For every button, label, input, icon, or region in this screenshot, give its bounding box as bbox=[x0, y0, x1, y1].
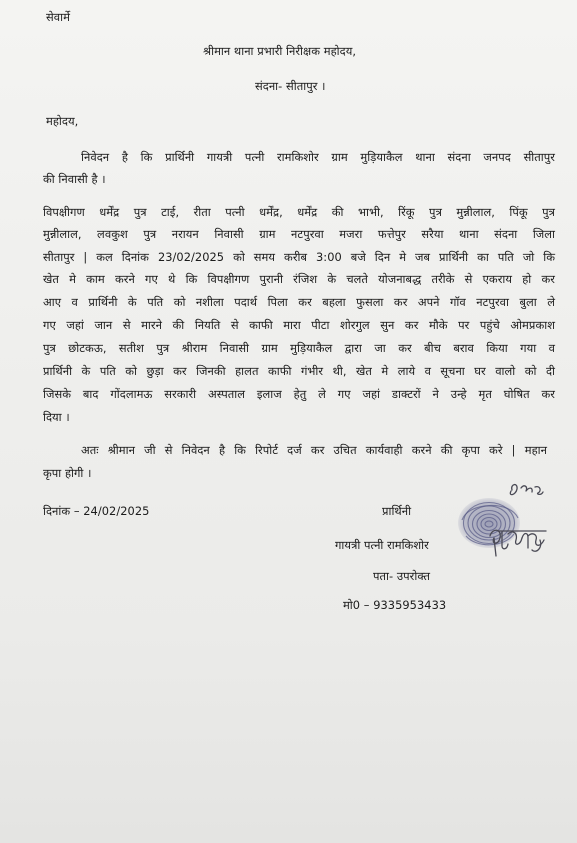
addressee-line-2: संदना- सीतापुर । bbox=[255, 79, 326, 93]
body-line: सीतापुर | कल दिनांक 23/02/2025 को समय करीब 3:00 बजे दिन मे जब प्रार्थिनी का पति जो कि bbox=[43, 250, 555, 264]
address-line: पता- उपरोक्त bbox=[373, 569, 431, 583]
addressee-line-1: श्रीमान थाना प्रभारी निरीक्षक महोदय, bbox=[203, 44, 357, 58]
intro-line-2: की निवासी है । bbox=[43, 172, 106, 186]
signatory-name: गायत्री पत्नी रामकिशोर bbox=[335, 538, 429, 552]
body-line: विपक्षीगण धर्मेंद्र पुत्र टाई, रीता पत्नी धर्मेंद्र, धर्मेंद्र की भाभी, रिंकू पुत्र मुन्नीलाल, पिंकू पुत्र bbox=[43, 205, 555, 219]
body-line: मुन्नीलाल, लवकुश पुत्र नरायन निवासी ग्राम नटपुरवा मजरा फत्तेपुर सरैया थाना संदना जिला bbox=[43, 227, 555, 241]
body-line: गए जहां जान से मारने की नियति से काफी मारा पीटा शोरगुल सुन कर मौके पर पहुंचे ओमप्रकाश bbox=[43, 318, 555, 332]
greeting: महोदय, bbox=[46, 114, 79, 128]
body-line: जिसके बाद गोंदलामऊ सरकारी अस्पताल इलाज हेतु ले गए जहां डाक्टरों ने उन्हे मृत घोषित कर bbox=[43, 387, 555, 401]
request-line-2: कृपा होगी । bbox=[43, 466, 92, 480]
date-line: दिनांक – 24/02/2025 bbox=[43, 504, 150, 518]
body-line: आए व प्रार्थिनी के पति को नशीला पदार्थ पिला कर बहला फुसला कर अपने गॉव नटपुरवा बुला ले bbox=[43, 295, 555, 309]
body-line: पुत्र छोटकऊ, सतीश पुत्र श्रीराम निवासी ग्राम मुड़ियाकैल द्वारा जा कर बीच बराव किया गया व bbox=[43, 341, 555, 355]
body-line: खेत मे काम करने गए थे कि विपक्षीगण पुरानी रंजिश के चलते योजनाबद्ध तरीके से एकराय हो कर bbox=[43, 272, 555, 286]
body-line: दिया । bbox=[43, 410, 70, 424]
intro-line-1: निवेदन है कि प्रार्थिनी गायत्री पत्नी रामकिशोर ग्राम मुड़ियाकैल थाना संदना जनपद सीतापुर bbox=[81, 150, 555, 164]
body-line: प्रार्थिनी के पति को छुड़ा कर जिनकी हालत काफी गंभीर थी, खेत मे लाये व सूचना घर वालो को दी bbox=[43, 364, 555, 378]
salutation-top: सेवार्मे bbox=[46, 10, 70, 24]
mobile-line: मो0 – 9335953433 bbox=[343, 598, 447, 612]
handwritten-signature-icon bbox=[488, 476, 560, 572]
request-line-1: अतः श्रीमान जी से निवेदन है कि रिपोर्ट दर्ज कर उचित कार्यवाही करने की कृपा करे | महान bbox=[81, 443, 547, 457]
signatory-label: प्रार्थिनी bbox=[382, 504, 412, 518]
